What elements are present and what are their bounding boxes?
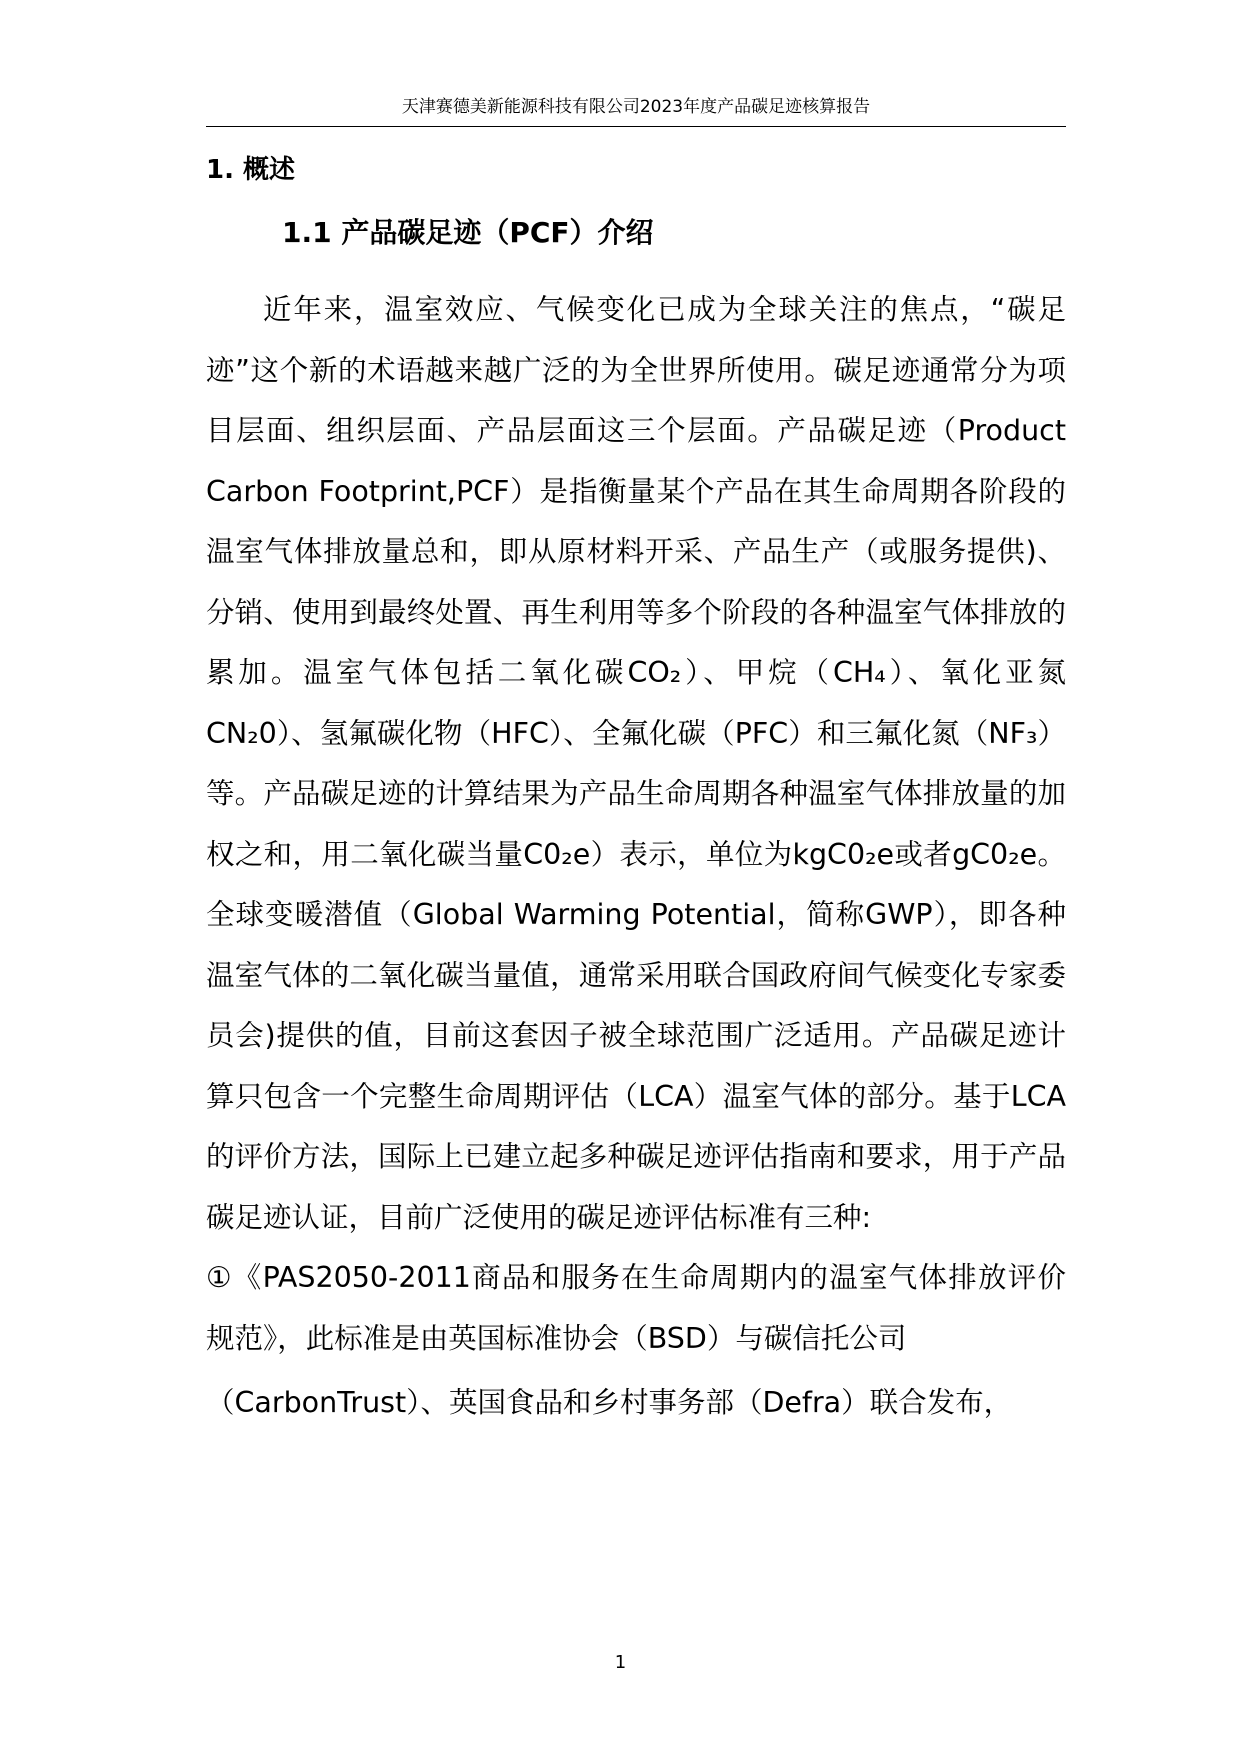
page-header <box>206 90 1066 127</box>
list-item: ①《PAS2050-2011商品和服务在生命周期内的温室气体排放评价规范》，此标准是由英国标准协会（BSD）与碳信托公司 <box>206 1261 1066 1355</box>
body-text <box>206 280 1066 1434</box>
list-item-continuation: （CarbonTrust）、英国食品和乡村事务部（Defra）联合发布， <box>206 1386 1013 1419</box>
header-title: 天津赛德美新能源科技有限公司2023年度产品碳足迹核算报告 <box>401 97 871 117</box>
section-heading: 1. 概述 <box>206 155 296 185</box>
section-subheading: 1.1 产品碳足迹（PCF）介绍 <box>282 216 654 249</box>
page-number: 1 <box>614 1652 627 1673</box>
paragraph: 近年来，温室效应、气候变化已成为全球关注的焦点，“碳足迹”这个新的术语越来越广泛的为全世界所使用。碳足迹通常分为项目层面、组织层面、产品层面这三个层面。产品碳足迹（Product Carbon Footprint,PCF）是指衡量某个产品在其生命周期各阶段的温室气体排放量总和，即从原材料开采、产品生产（或服务提供)、分销、使用到最终处置、再生利用等多个阶段的各种温室气体排放的累加。温室气体包括二氧化碳CO₂）、甲烷（CH₄）、氧化亚氮CN₂0）、氢氟碳化物（HFC）、全氟化碳（PFC）和三氟化氮（NF₃）等。产品碳足迹的计算结果为产品生命周期各种温室气体排放量的加权之和，用二氧化碳当量C0₂e）表示，单位为kgC0₂e或者gC0₂e。全球变暖潜值（Global Warming Potential，简称GWP），即各种温室气体的二氧化碳当量值，通常采用联合国政府间气候变化专家委员会)提供的值，目前这套因子被全球范围广泛适用。产品碳足迹计算只包含一个完整生命周期评估（LCA）温室气体的部分。基于LCA的评价方法，国际上已建立起多种碳足迹评估指南和要求，用于产品碳足迹认证，目前广泛使用的碳足迹评估标准有三种: <box>206 293 1066 1234</box>
